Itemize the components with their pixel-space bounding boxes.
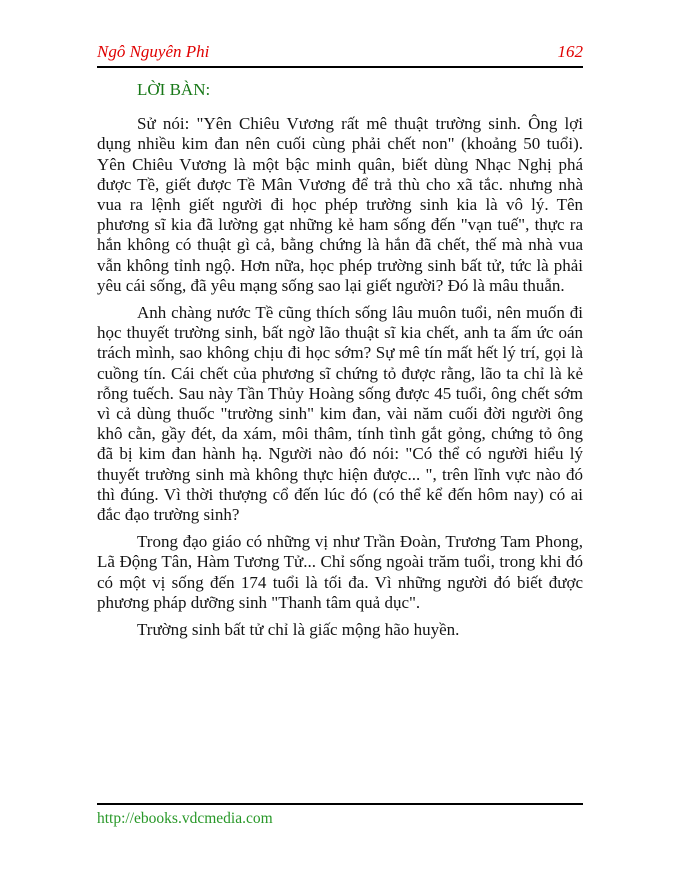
paragraph: Trường sinh bất tử chỉ là giấc mộng hão huyền. (137, 620, 460, 640)
section-heading: LỜI BÀN: (137, 80, 211, 99)
paragraph: Sử nói: "Yên Chiêu Vương rất mê thuật trường sinh. Ông lợi dụng nhiều kim đan nên cuối cùng phải chết non" (khoảng 50 tuổi). Yên Chiêu Vương là một bậc minh quân, biết dùng Nhạc Nghị phá được Tề, giết được Tề Mân Vương để trả thù cho xã tắc. nhưng nhà vua ra lệnh giết người đi học phép trường sinh kia là vô lý. Tên phương sĩ kia đã lường gạt những kẻ ham sống đến "vạn tuế", thực ra hắn không có thuật gì cả, bằng chứng là hắn đã chết, thế mà nhà vua vẫn không tỉnh ngộ. Hơn nữa, học phép trường sinh bất tử, tức là phải yêu cái sống, đã yêu mạng sống sao lại giết người? Đó là mâu thuẫn. (97, 114, 583, 295)
paragraph: Trong đạo giáo có những vị như Trần Đoàn, Trương Tam Phong, Lã Động Tân, Hàm Tương Tử... Chỉ sống ngoài trăm tuổi, trong khi đó có một vị sống đến 174 tuổi là tối đa. Vì những người đó biết được phương pháp dưỡng sinh "Thanh tâm quả dục". (97, 532, 583, 612)
header-page-number: 162 (557, 42, 583, 61)
page-body (97, 80, 583, 647)
header-author: Ngô Nguyên Phi (97, 42, 210, 61)
page-footer (97, 803, 583, 828)
paragraph: Anh chàng nước Tề cũng thích sống lâu muôn tuổi, nên muốn đi học thuyết trường sinh, bất ngờ lão thuật sĩ kia chết, anh ta ấm ức oán trách mình, sao không chịu đi học sớm? Sự mê tín mất hết lý trí, gọi là cuồng tín. Cái chết của phương sĩ chứng tỏ được rằng, lão ta chỉ là kẻ rỗng tuếch. Sau này Tần Thủy Hoàng sống được 45 tuổi, ông chết sớm vì cả dùng thuốc "trường sinh" kim đan, vài năm cuối đời người ông khô cằn, gầy đét, da xám, môi thâm, tính tình gắt gỏng, chứng tỏ ông đã bị kim đan hành hạ. Người nào đó nói: "Có thể có người hiểu lý thuyết trường sinh mà không thực hiện được... ", trên lĩnh vực nào đó thì đúng. Vì thời thượng cổ đến lúc đó (có thể kể đến hôm nay) có ai đắc đạo trường sinh? (97, 303, 583, 525)
footer-url-link[interactable]: http://ebooks.vdcmedia.com (97, 810, 273, 827)
page-header (97, 42, 583, 68)
